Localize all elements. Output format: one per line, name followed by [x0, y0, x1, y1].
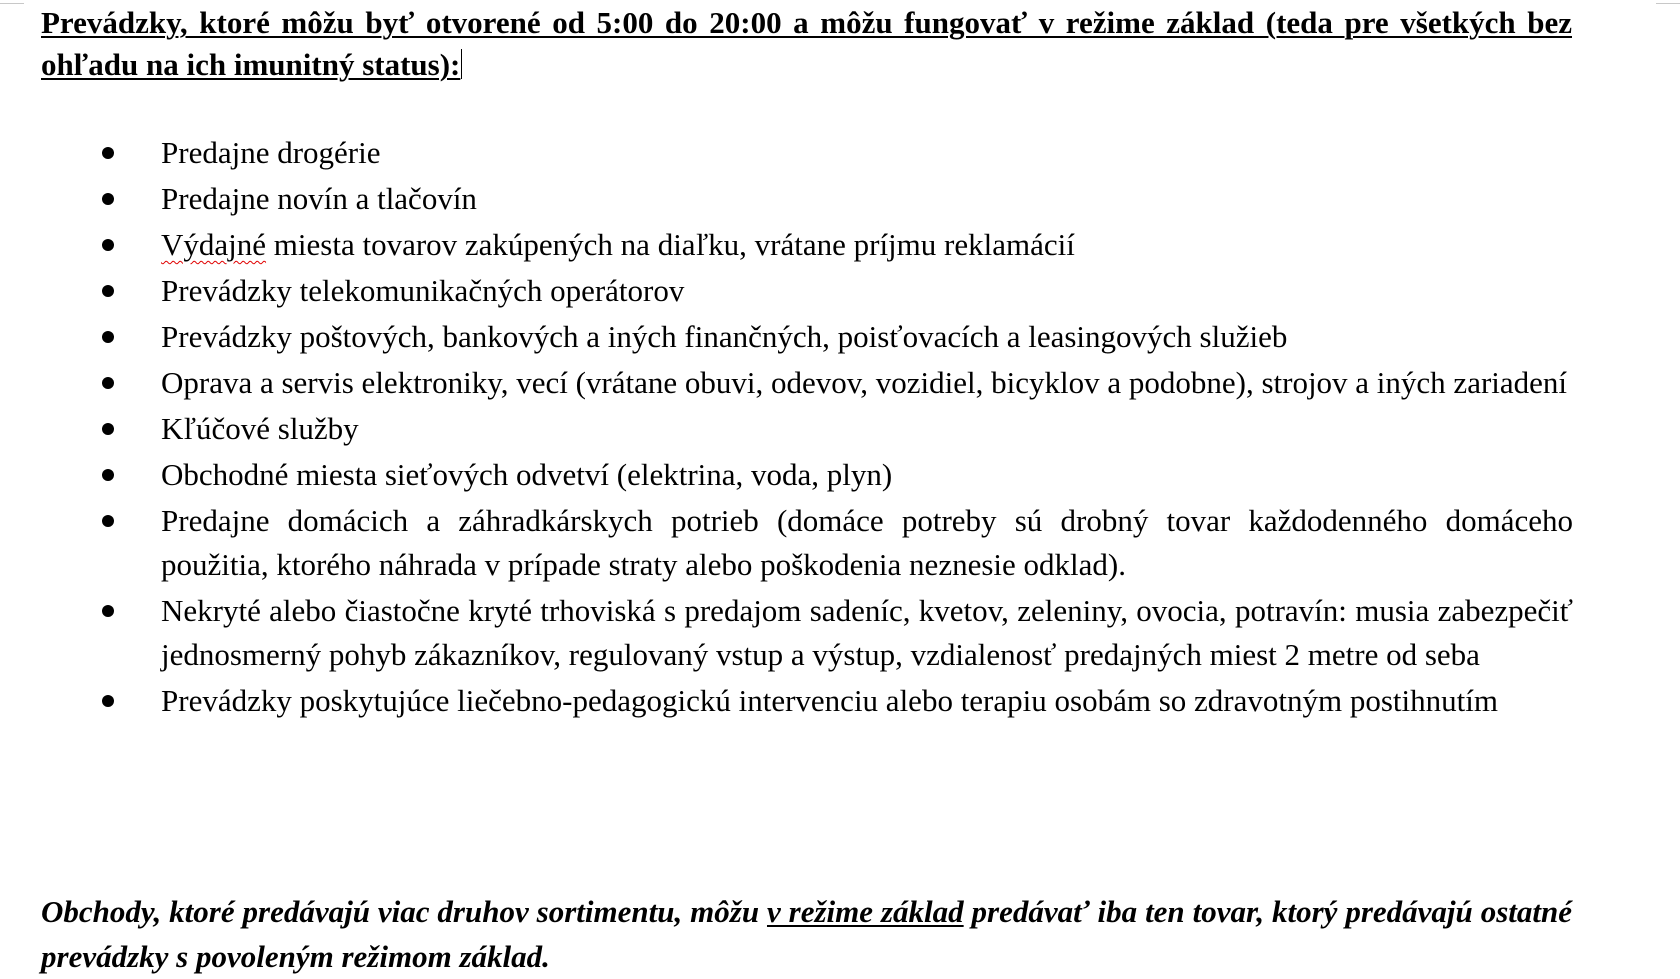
list-item[interactable] [0, 499, 1680, 587]
list-item-text[interactable]: Obchodné miesta sieťových odvetví (elektrina, voda, plyn) [161, 457, 893, 492]
list-item[interactable] [0, 269, 1680, 313]
bullet-icon [102, 331, 114, 343]
bullet-list [0, 131, 1680, 725]
list-item[interactable] [0, 589, 1680, 677]
document-heading[interactable] [41, 2, 1572, 86]
list-item[interactable] [0, 407, 1680, 451]
list-item-text[interactable]: Predajne drogérie [161, 135, 381, 170]
footer-note-underlined: v režime základ [766, 894, 964, 929]
list-item[interactable] [0, 679, 1680, 723]
list-item[interactable] [0, 177, 1680, 221]
bullet-icon [102, 605, 114, 617]
list-item-text[interactable]: Predajne novín a tlačovín [161, 181, 477, 216]
list-item[interactable] [0, 131, 1680, 175]
page-corner-mark-right [1656, 0, 1680, 4]
list-item-text[interactable]: Predajne domácich a záhradkárskych potrieb (domáce potreby sú drobný tovar každodenného domáceho použitia, ktorého náhrada v prípade straty alebo poškodenia neznesie odklad). [161, 503, 1573, 582]
list-item[interactable] [0, 453, 1680, 497]
list-item[interactable] [0, 315, 1680, 359]
list-item-text[interactable]: Nekryté alebo čiastočne kryté trhoviská s predajom sadeníc, kvetov, zeleniny, ovocia, potravín: musia zabezpečiť jednosmerný pohyb zákazníkov, regulovaný vstup a výstup, vzdialenosť predajných miest 2 metre od seba [161, 593, 1573, 672]
footer-note[interactable] [41, 889, 1572, 979]
bullet-icon [102, 515, 114, 527]
list-item-text-rest: miesta tovarov zakúpených na diaľku, vrátane príjmu reklamácií [266, 227, 1075, 262]
list-item-text[interactable]: Prevádzky telekomunikačných operátorov [161, 273, 685, 308]
bullet-icon [102, 695, 114, 707]
text-cursor [461, 49, 462, 79]
list-item[interactable] [0, 361, 1680, 405]
heading-text[interactable]: Prevádzky, ktoré môžu byť otvorené od 5:00 do 20:00 a môžu fungovať v režime základ (teda pre všetkých bez ohľadu na ich imunitný status): [41, 5, 1572, 82]
list-item-text[interactable]: Prevádzky poskytujúce liečebno-pedagogickú intervenciu alebo terapiu osobám so zdravotným postihnutím [161, 683, 1498, 718]
bullet-icon [102, 147, 114, 159]
footer-note-text-start: Obchody, ktoré predávajú viac druhov sortimentu, môžu [41, 894, 767, 929]
footer-note-text-end: predávať iba ten tovar, ktorý predávajú ostatné prevádzky s povoleným režimom základ. [41, 894, 1572, 974]
list-item-text[interactable]: Prevádzky poštových, bankových a iných finančných, poisťovacích a leasingových služieb [161, 319, 1288, 354]
list-item[interactable] [0, 223, 1680, 267]
bullet-icon [102, 423, 114, 435]
page-corner-mark-left [0, 0, 24, 4]
list-item-text[interactable] [161, 223, 1573, 267]
spellcheck-flagged-word[interactable]: Výdajné [161, 227, 267, 262]
bullet-icon [102, 469, 114, 481]
list-item-text[interactable]: Oprava a servis elektroniky, vecí (vrátane obuvi, odevov, vozidiel, bicyklov a podobne), strojov a iných zariadení [161, 365, 1568, 400]
bullet-icon [102, 239, 114, 251]
bullet-icon [102, 285, 114, 297]
bullet-icon [102, 193, 114, 205]
list-item-text[interactable]: Kľúčové služby [161, 411, 359, 446]
bullet-icon [102, 377, 114, 389]
